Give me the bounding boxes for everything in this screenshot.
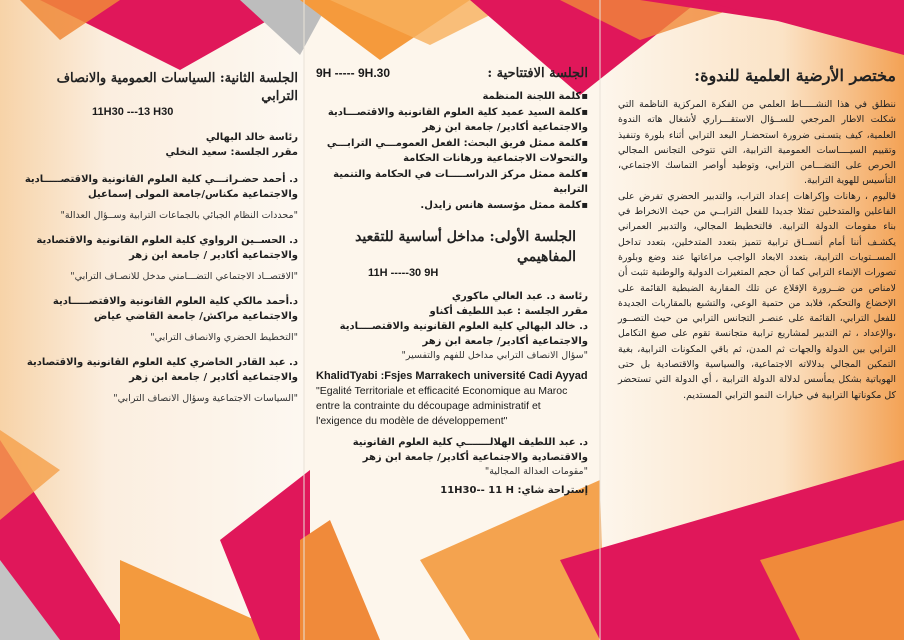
session1-time: 11H -----30 9H bbox=[368, 267, 439, 279]
opening-session-header bbox=[316, 66, 588, 81]
session1-chair: رئاسة د. عبد العالي ماكوري bbox=[451, 291, 588, 302]
opening-item: ▪كلمة السيد عميد كلية العلوم القانونية والاقتصـــادية والاجتماعية أكادير/ جامعة ابن زهر bbox=[327, 106, 588, 133]
opening-item: ▪كلمة اللجنة المنظمة bbox=[482, 91, 588, 102]
session2-speaker-topic: "السياسات الاجتماعية وسؤال الانصاف الترابي" bbox=[113, 393, 298, 404]
opening-session-title: الجلسة الافتتاحية : bbox=[487, 66, 588, 81]
session2-speaker: د. عبد القادر الخاضري كلية العلوم القانونية والاقتصادية والاجتماعية أكادير / جامعة ابن زهر bbox=[26, 357, 298, 383]
tea-break: إستراحة شاي: 11H30-- 11 H bbox=[440, 485, 588, 496]
opening-item: ▪كلمة ممثل مركز الدراســـــات في الحكامة والتنمية الترابية bbox=[333, 168, 588, 195]
left-panel bbox=[12, 0, 304, 640]
session2-speaker: د.أحمد مالكي كلية العلوم القانونية والاقتصـــــادية والاجتماعية مراكش/ جامعة القاضي عياض bbox=[52, 296, 298, 322]
session2-speaker-topic: "التخطيط الحضري والانصاف الترابي" bbox=[150, 332, 298, 343]
opening-session-time: 9H ----- 9H.30 bbox=[316, 66, 391, 80]
session1-speaker-1-topic: "سؤال الانصاف الترابي مداخل للفهم والتفسير" bbox=[401, 350, 588, 361]
session2-title: الجلسة الثانية: السياسات العمومية والانصاف الترابي bbox=[56, 71, 298, 104]
intro-paragraph-1: ننطلق في هذا النشـــــاط العلمي من الفكرة المركزية الناظمة التي شكلت الاطار المرجعي للســؤال الاستقـــراري لأشغال هاته الندوة العلمية، كيف يتسـنى ضرورة استحضـار البعد الترابي أثناء بلورة وتنفيذ وتقييم السيــــاسات العمومية الترابية، التي تتوخى التجانس المجالي الحرص على التضـــامن الترابي، وتوطيد أواصر التماسك الاجتماعي، التأسيس للهوية الترابية. bbox=[618, 99, 896, 187]
session1-title: الجلسة الأولى: مداخل أساسية للتقعيد المفاهيمي bbox=[355, 229, 576, 265]
session2-time: 11H30 ---13 H30 bbox=[92, 106, 174, 118]
session1-speaker-2-topic: "Egalité Territoriale et efficacité Economique au Maroc entre la contrainte du découpage administratif et l'exigence du modèle de développement" bbox=[316, 385, 568, 427]
session2-chair: رئاسة خالد البهالي bbox=[205, 132, 298, 143]
opening-item: ▪كلمة ممثل فريق البحث: الفعل العمومـــي الترابـــي والتحولات الاجتماعية ورهانات الحكامة bbox=[326, 137, 588, 164]
middle-panel bbox=[308, 0, 596, 640]
session1-speaker-3-topic: "مقومات العدالة المجالية" bbox=[484, 466, 588, 477]
session2-speaker-topic: "محددات النظام الجبائي بالجماعات الترابية وســؤال العدالة" bbox=[60, 210, 298, 221]
session1-speaker-1: د. خالد البهالي كلية العلوم القانونية والاقتصــــادية والاجتماعية أكادير/ جامعة ابن زهر bbox=[339, 321, 588, 347]
session2-rapporteur: مقرر الجلسة: سعيد النخلي bbox=[165, 147, 298, 158]
session1-rapporteur: مقرر الجلسة : عبد اللطيف أكناو bbox=[429, 306, 588, 317]
right-panel bbox=[604, 0, 902, 640]
session2-speaker-topic: "الاقتصــاد الاجتماعي التضـــامني مدخل للانصـاف الترابي" bbox=[70, 271, 298, 282]
intro-paragraph-2: فاليوم ، رهانات وإكراهات إعداد التراب، والتدبير الحضري تفرض على الفاعلين والمتدخلين تمثلا جديدا للفعل الترابــي من حيث الانخراط في بناء مقومات الدولة الترابية. فالتخطيط المجالي، والتدبير العمراني يكشـف أننا أمام أنســاق ترابية تتميز بتعدد المتدخلين، بتعدد تداخل المســتويات الترابية، بتعدد الابعاد الواجب مراعاتها عند وضع وبلورة تصورات الإنماء الترابي كما أن حجم المتغيرات الدولية والوطنية تثبت أن لامناص من ضــرورة الإقلاع عن تلك المقاربة الضبطية القائمة على الإخضاع والتحكم، فلابد من حتمية الوعي، والتشبع بالمقاربات الجديدة للفعل الترابي، القائمة على عنصـر التجانس الترابي من حيث التصــور ،والإعداد ، ثم التدبير لمشاريع ترابية متجانسة تقوم على صيغ التكامل الترابي بين الدولة والجهات ثم المدن، ثم باقي المكونات الترابية، بغية التمكين المجالي بدلالاته الاجتماعية، والسياسية والاقتصادية بل حتى الهوياتية بشكل يمأسس لدلالة الدولة الترابية ، أي الدولة التي تستحضر كل مكوناتها الترابية في خيارات النمو الترابي المستديم. bbox=[618, 190, 896, 401]
session2-speaker: د. أحمد حضـرانـــي كلية العلوم القانونية والاقتصـــــادية والاجتماعية مكناس/جامعة المولى إسماعيل bbox=[24, 174, 298, 200]
opening-item: ▪كلمة ممثل مؤسسة هانس زايدل. bbox=[420, 199, 588, 211]
session1-speaker-2: KhalidTyabi :Fsjes Marrakech université Cadi Ayyad bbox=[316, 370, 588, 382]
session1-speaker-3: د. عبد اللطيف الهلالـــــــي كلية العلوم القانونية والاقتصادية والاجتماعية أكادير/ جامعة ابن زهر bbox=[352, 437, 588, 463]
session2-speaker: د. الحســين الرواوي كلية العلوم القانونية والاقتصادية والاجتماعية أكادير / جامعة ابن زهر bbox=[36, 235, 298, 261]
right-panel-title: مختصر الأرضية العلمية للندوة: bbox=[694, 66, 896, 85]
